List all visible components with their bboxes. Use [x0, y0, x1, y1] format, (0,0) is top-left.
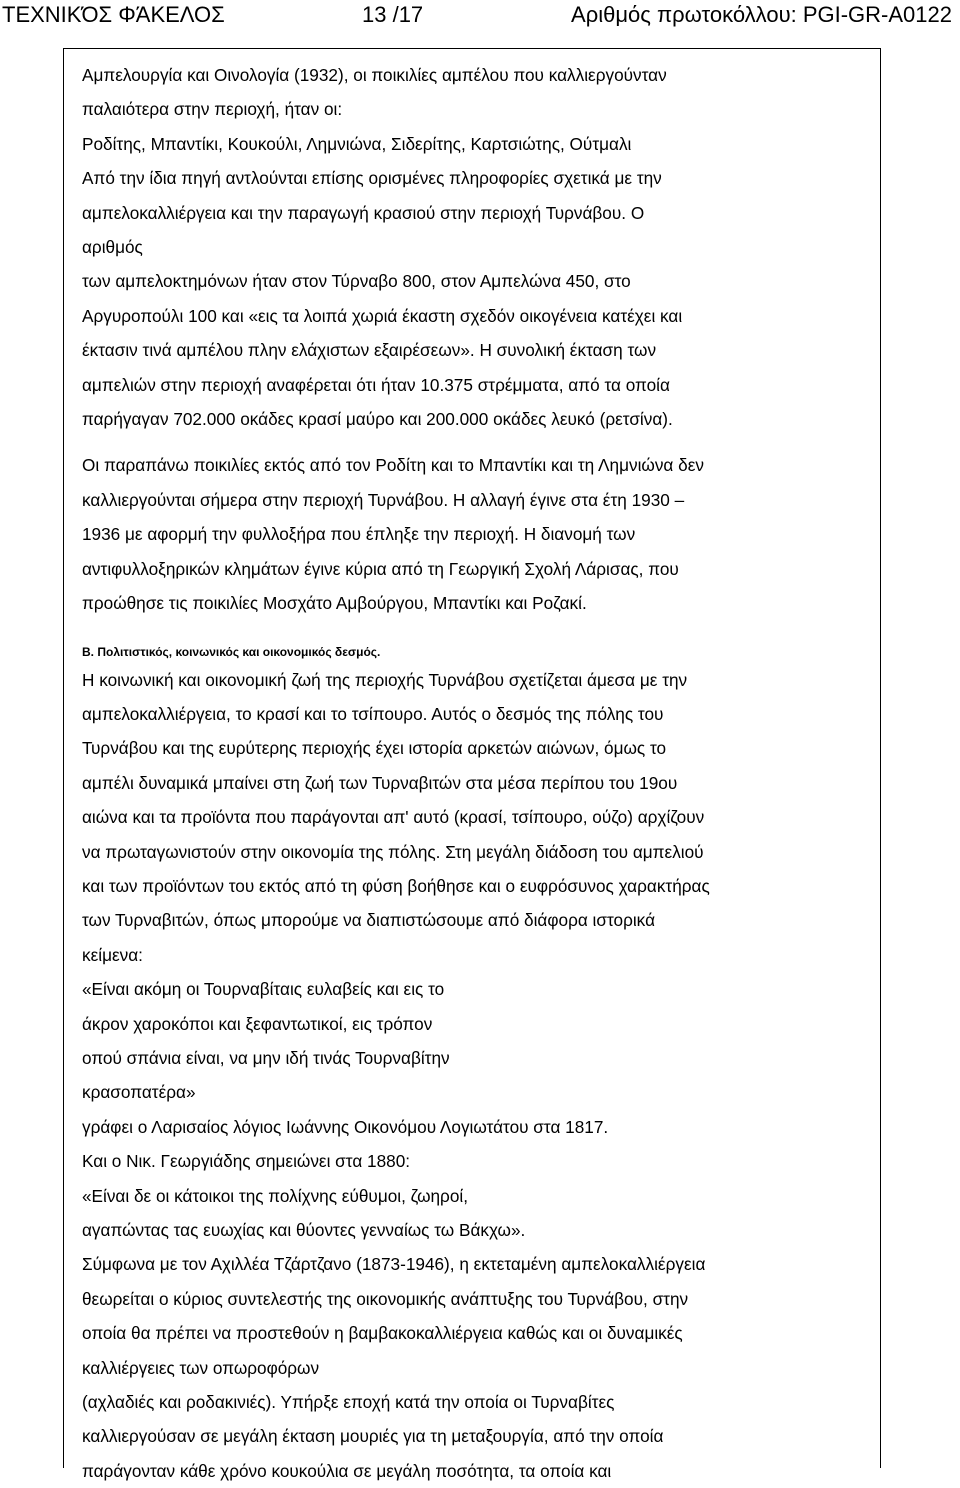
text-line: Αμπελουργία και Οινολογία (1932), οι ποικιλίες αμπέλου που καλλιεργούνταν: [82, 58, 882, 92]
text-line: (αχλαδιές και ροδακινιές). Υπήρξε εποχή κατά την οποία οι Τυρναβίτες: [82, 1385, 882, 1419]
paragraph-cultural-link: [82, 663, 882, 1488]
text-line: 1936 με αφορμή την φυλλοξήρα που έπληξε την περιοχή. Η διανομή των: [82, 517, 882, 551]
text-line: παράγονταν κάθε χρόνο κουκούλια σε μεγάλη ποσότητα, τα οποία και: [82, 1454, 882, 1488]
paragraph-spacer: [82, 621, 882, 639]
text-line: αιώνα και τα προϊόντα που παράγονται απ' αυτό (κρασί, τσίπουρο, ούζο) αρχίζουν: [82, 800, 882, 834]
protocol-number: Αριθμός πρωτοκόλλου: PGI-GR-A0122: [571, 0, 952, 30]
text-line: αμπελιών στην περιοχή αναφέρεται ότι ήταν 10.375 στρέμματα, από τα οποία: [82, 368, 882, 402]
quote-line: κρασοπατέρα»: [82, 1075, 882, 1109]
text-line: των αμπελοκτημόνων ήταν στον Τύρναβο 800, στον Αμπελώνα 450, στο: [82, 264, 882, 298]
quote-line: «Είναι ακόμη οι Τουρναβίταις ευλαβείς και εις το: [82, 972, 882, 1006]
document-type-label: ΤΕΧΝΙΚΌΣ ΦΆΚΕΛΟΣ: [2, 0, 225, 30]
text-line: προώθησε τις ποικιλίες Μοσχάτο Αμβούργου, Μπαντίκι και Ροζακί.: [82, 586, 882, 620]
quote-line: «Είναι δε οι κάτοικοι της πολίχνης εύθυμοι, ζωηροί,: [82, 1179, 882, 1213]
text-line: αντιφυλλοξηρικών κλημάτων έγινε κύρια από τη Γεωργική Σχολή Λάρισας, που: [82, 552, 882, 586]
text-line: αμπέλι δυναμικά μπαίνει στη ζωή των Τυρναβιτών στα μέσα περίπου του 19ου: [82, 766, 882, 800]
quote-line: οπού σπάνια είναι, να μην ιδή τινάς Τουρναβίτην: [82, 1041, 882, 1075]
paragraph-phylloxera: [82, 448, 882, 620]
text-line: καλλιέργειες των οπωροφόρων: [82, 1351, 882, 1385]
text-line: και των προϊόντων του εκτός από τη φύση βοήθησε και ο ευφρόσυνος χαρακτήρας: [82, 869, 882, 903]
text-line: Ροδίτης, Μπαντίκι, Κουκούλι, Λημνιώνα, Σιδερίτης, Καρτσιώτης, Ούτμαλι: [82, 127, 882, 161]
text-line: γράφει ο Λαρισαίος λόγιος Ιωάννης Οικονόμου Λογιωτάτου στα 1817.: [82, 1110, 882, 1144]
text-line: να πρωταγωνιστούν στην οικονομία της πόλης. Στη μεγάλη διάδοση του αμπελιού: [82, 835, 882, 869]
paragraph-varieties: [82, 58, 882, 436]
quote-line: αγαπώντας τας ευωχίας και θύοντες γενναίως τω Βάκχω».: [82, 1213, 882, 1247]
text-line: κείμενα:: [82, 938, 882, 972]
text-line: παλαιότερα στην περιοχή, ήταν οι:: [82, 92, 882, 126]
section-heading: Β. Πολιτιστικός, κοινωνικός και οικονομικός δεσμός.: [82, 639, 882, 663]
document-body: [82, 58, 882, 1488]
text-line: Σύμφωνα με τον Αχιλλέα Τζάρτζανο (1873-1946), η εκτεταμένη αμπελοκαλλιέργεια: [82, 1247, 882, 1281]
text-line: καλλιεργούνται σήμερα στην περιοχή Τυρνάβου. Η αλλαγή έγινε στα έτη 1930 –: [82, 483, 882, 517]
text-line: Τυρνάβου και της ευρύτερης περιοχής έχει ιστορία αρκετών αιώνων, όμως το: [82, 731, 882, 765]
text-line: Η κοινωνική και οικονομική ζωή της περιοχής Τυρνάβου σχετίζεται άμεσα με την: [82, 663, 882, 697]
text-line: αριθμός: [82, 230, 882, 264]
text-line: θεωρείται ο κύριος συντελεστής της οικονομικής ανάπτυξης του Τυρνάβου, στην: [82, 1282, 882, 1316]
quote-line: άκρον χαροκόποι και ξεφαντωτικοί, εις τρόπον: [82, 1007, 882, 1041]
paragraph-spacer: [82, 436, 882, 448]
page-number: 13 /17: [362, 0, 423, 30]
text-line: αμπελοκαλλιέργεια, το κρασί και το τσίπουρο. Αυτός ο δεσμός της πόλης του: [82, 697, 882, 731]
text-line: καλλιεργούσαν σε μεγάλη έκταση μουριές για τη μεταξουργία, από την οποία: [82, 1419, 882, 1453]
text-line: παρήγαγαν 702.000 οκάδες κρασί μαύρο και 200.000 οκάδες λευκό (ρετσίνα).: [82, 402, 882, 436]
text-line: Αργυροπούλι 100 και «εις τα λοιπά χωριά έκαστη σχεδόν οικογένεια κατέχει και: [82, 299, 882, 333]
text-line: Οι παραπάνω ποικιλίες εκτός από τον Ροδίτη και το Μπαντίκι και τη Λημνιώνα δεν: [82, 448, 882, 482]
text-line: οποία θα πρέπει να προστεθούν η βαμβακοκαλλιέργεια καθώς και οι δυναμικές: [82, 1316, 882, 1350]
text-line: έκτασιν τινά αμπέλου πλην ελάχιστων εξαιρέσεων». Η συνολική έκταση των: [82, 333, 882, 367]
page-header: [0, 0, 960, 32]
text-line: των Τυρναβιτών, όπως μπορούμε να διαπιστώσουμε από διάφορα ιστορικά: [82, 903, 882, 937]
text-line: Και ο Νικ. Γεωργιάδης σημειώνει στα 1880:: [82, 1144, 882, 1178]
text-line: αμπελοκαλλιέργεια και την παραγωγή κρασιού στην περιοχή Τυρνάβου. Ο: [82, 196, 882, 230]
text-line: Από την ίδια πηγή αντλούνται επίσης ορισμένες πληροφορίες σχετικά με την: [82, 161, 882, 195]
